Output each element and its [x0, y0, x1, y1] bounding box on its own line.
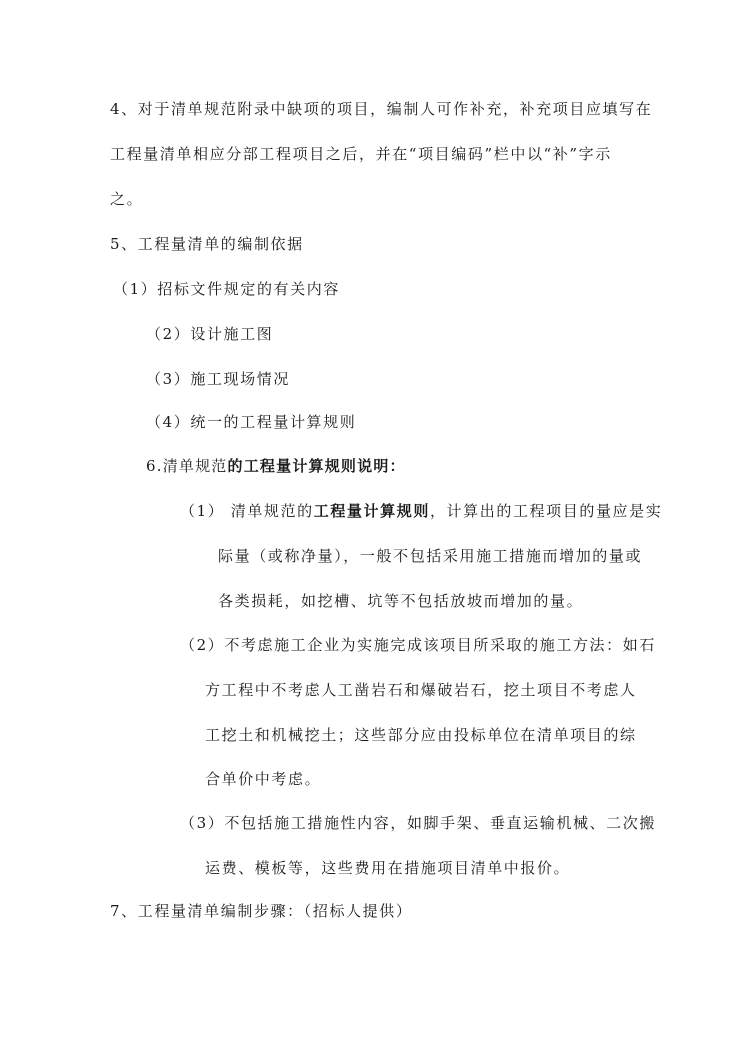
item4-line2: 工程量清单相应分部工程项目之后，并在“项目编码”栏中以“补”字示	[110, 145, 612, 163]
item5-point-3: （3）施工现场情况	[146, 370, 290, 388]
item5-heading: 5、工程量清单的编制依据	[110, 235, 304, 253]
item6-point1-num: （1）	[180, 502, 225, 520]
item6-point1-suffix: ，计算出的工程项目的量应是实	[429, 502, 663, 520]
item6-point1-bold: 工程量计算规则	[313, 502, 430, 520]
item6-heading-bold: 的工程量计算规则说明：	[227, 457, 406, 475]
item4-line1: 4、对于清单规范附录中缺项的项目，编制人可作补充，补充项目应填写在	[110, 100, 653, 118]
item6-point2-line3: 工挖土和机械挖土；这些部分应由投标单位在清单项目的综	[205, 726, 637, 744]
item7-heading: 7、工程量清单编制步骤：（招标人提供）	[110, 902, 413, 920]
item6-point1-line3: 各类损耗，如挖槽、坑等不包括放坡而增加的量。	[218, 592, 584, 610]
item6-point2-line2: 方工程中不考虑人工凿岩石和爆破岩石，挖土项目不考虑人	[205, 681, 637, 699]
item6-point2-line1: （2）不考虑施工企业为实施完成该项目所采取的施工方法：如石	[180, 636, 656, 654]
item6-heading	[146, 455, 406, 477]
item6-point1-prefix: 清单规范的	[230, 502, 314, 520]
item5-point-4: （4）统一的工程量计算规则	[146, 413, 357, 431]
item6-heading-prefix: 6.清单规范	[146, 457, 228, 475]
item6-point3-line1: （3）不包括施工措施性内容，如脚手架、垂直运输机械、二次搬	[180, 814, 656, 832]
item5-point-1: （1）招标文件规定的有关内容	[113, 280, 340, 298]
item6-point1-line1	[180, 500, 662, 522]
item6-point3-line2: 运费、模板等，这些费用在措施项目清单中报价。	[205, 859, 571, 877]
item4-line3: 之。	[110, 190, 144, 208]
item5-point-2: （2）设计施工图	[146, 325, 274, 343]
item6-point1-line2: 际量（或称净量），一般不包括采用施工措施而增加的量或	[218, 547, 643, 565]
item6-point2-line4: 合单价中考虑。	[205, 770, 322, 788]
